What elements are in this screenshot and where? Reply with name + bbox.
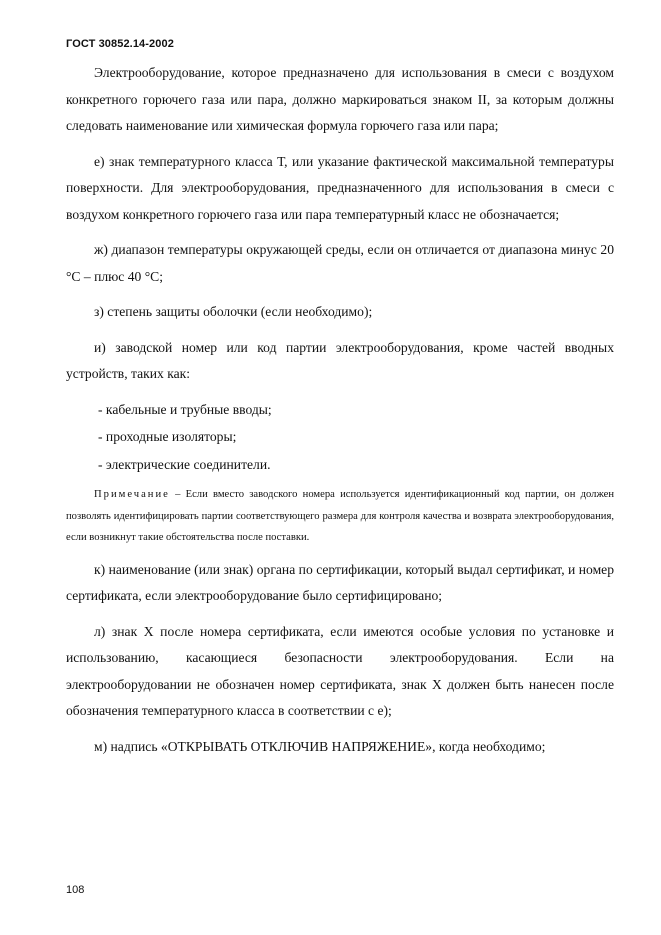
paragraph: Электрооборудование, которое предназначено для использования в смеси с воздухом конкретного горючего газа или пара, должно маркироваться знаком II, за которым должны следовать наименование или химическая формула горючего газа или пара; — [66, 65, 614, 133]
list-item-z: з) степень защиты оболочки (если необходимо); — [94, 304, 373, 319]
list-item-zh: ж) диапазон температуры окружающей среды, если он отличается от диапазона минус 20 °С – плюс 40 °С; — [66, 242, 614, 284]
list-item-m: м) надпись «ОТКРЫВАТЬ ОТКЛЮЧИВ НАПРЯЖЕНИЕ», когда необходимо; — [94, 738, 546, 754]
note-lead: Примечание — [94, 489, 170, 500]
dash-item: - кабельные и трубные вводы; — [98, 401, 272, 417]
page-number: 108 — [66, 884, 85, 896]
document-body — [66, 60, 614, 769]
dash-item: - проходные изоляторы; — [98, 429, 237, 444]
document-header: ГОСТ 30852.14-2002 — [66, 38, 174, 50]
note-text: – Если вместо заводского номера используется идентификационный код партии, он должен позволять идентифицировать партии соответствующего размера для контроля качества и возврата электрооборудования, если возникнут такие обстоятельства после поставки. — [66, 489, 614, 543]
list-item-l: л) знак Х после номера сертификата, если имеются особые условия по установке и использованию, касающиеся безопасности электрооборудования. Если на электрооборудовании не обозначен номер сертификата, знак Х должен быть нанесен после обозначения температурного класса в соответствии с е); — [66, 623, 614, 718]
note — [66, 484, 614, 549]
list-item-e: е) знак температурного класса Т, или указание фактической максимальной температуры поверхности. Для электрооборудования, предназначенного для использования в смеси с воздухом конкретного горючего газа или пара температурный класс не обозначается; — [66, 153, 614, 222]
list-item-k: к) наименование (или знак) органа по сертификации, который выдал сертификат, и номер сертификата, если электрооборудование было сертифицировано; — [66, 561, 614, 603]
dash-item: - электрические соединители. — [98, 456, 271, 472]
list-item-i: и) заводской номер или код партии электрооборудования, кроме частей вводных устройств, таких как: — [66, 339, 614, 381]
